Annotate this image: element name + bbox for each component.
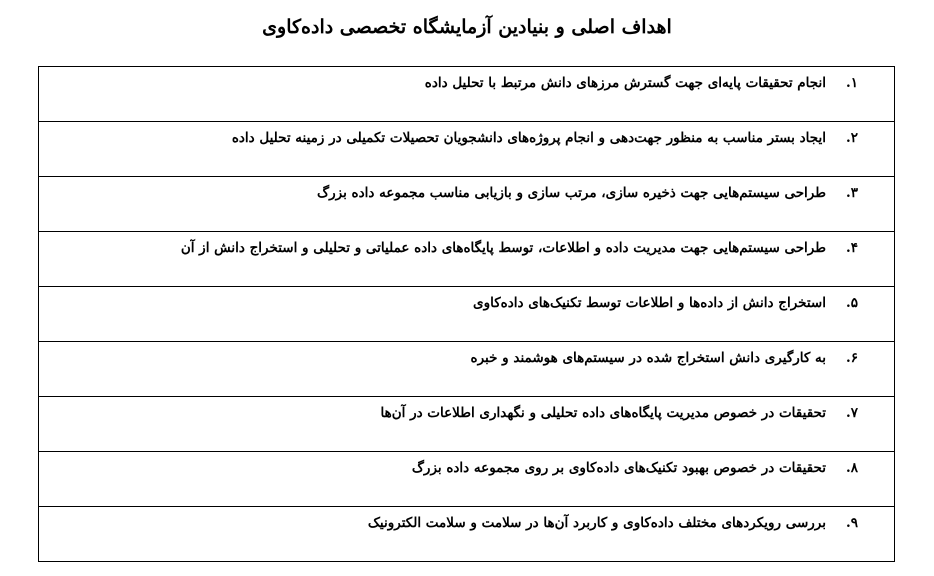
objective-text: بررسی رویکردهای مختلف داده‌کاوی و کاربرد آن‌ها در سلامت و سلامت الکترونیک (367, 515, 826, 531)
objective-cell (39, 507, 895, 562)
objective-cell (39, 122, 895, 177)
objective-cell (39, 287, 895, 342)
objective-text: طراحی سیستم‌هایی جهت مدیریت داده و اطلاعات، توسط پایگاه‌های داده عملیاتی و تحلیلی و استخراج دانش از آن (180, 240, 826, 256)
objective-number: ۵. (846, 295, 858, 311)
objective-item (39, 122, 894, 148)
objective-text: تحقیقات در خصوص بهبود تکنیک‌های داده‌کاوی بر روی مجموعه داده بزرگ (411, 460, 826, 476)
objectives-table (38, 66, 895, 562)
objective-number: ۸. (846, 460, 858, 476)
objective-item (39, 507, 894, 533)
objective-item (39, 177, 894, 203)
objective-text: تحقیقات در خصوص مدیریت پایگاه‌های داده تحلیلی و نگهداری اطلاعات در آن‌ها (380, 405, 826, 421)
objectives-table-body (39, 67, 895, 562)
objective-number: ۱. (846, 75, 858, 91)
objective-cell (39, 67, 895, 122)
objective-number: ۹. (846, 515, 858, 531)
table-row (39, 507, 895, 562)
objective-text: استخراج دانش از داده‌ها و اطلاعات توسط تکنیک‌های داده‌کاوی (473, 295, 826, 311)
objective-cell (39, 397, 895, 452)
table-row (39, 67, 895, 122)
table-row (39, 232, 895, 287)
objective-item (39, 452, 894, 478)
objective-cell (39, 177, 895, 232)
objective-item (39, 342, 894, 368)
table-row (39, 177, 895, 232)
table-row (39, 452, 895, 507)
document-title: اهداف اصلی و بنیادین آزمایشگاه تخصصی داده‌کاوی (262, 16, 672, 38)
objective-text: ایجاد بستر مناسب به منظور جهت‌دهی و انجام پروژه‌های دانشجویان تحصیلات تکمیلی در زمینه تحلیل داده (231, 130, 826, 146)
objective-text: به کارگیری دانش استخراج شده در سیستم‌های هوشمند و خبره (470, 350, 826, 366)
table-row (39, 397, 895, 452)
objective-item (39, 287, 894, 313)
objective-number: ۳. (846, 185, 858, 201)
objective-number: ۲. (846, 130, 858, 146)
table-row (39, 287, 895, 342)
objective-number: ۴. (846, 240, 858, 256)
objective-text: انجام تحقیقات پایه‌ای جهت گسترش مرزهای دانش مرتبط با تحلیل داده (424, 75, 826, 91)
objective-item (39, 397, 894, 423)
objective-cell (39, 232, 895, 287)
table-row (39, 122, 895, 177)
objective-number: ۷. (846, 405, 858, 421)
objective-number: ۶. (846, 350, 858, 366)
objective-text: طراحی سیستم‌هایی جهت ذخیره سازی، مرتب سازی و بازیابی مناسب مجموعه داده بزرگ (317, 185, 826, 201)
objective-cell (39, 452, 895, 507)
objective-item (39, 232, 894, 258)
objective-cell (39, 342, 895, 397)
objective-item (39, 67, 894, 93)
table-row (39, 342, 895, 397)
